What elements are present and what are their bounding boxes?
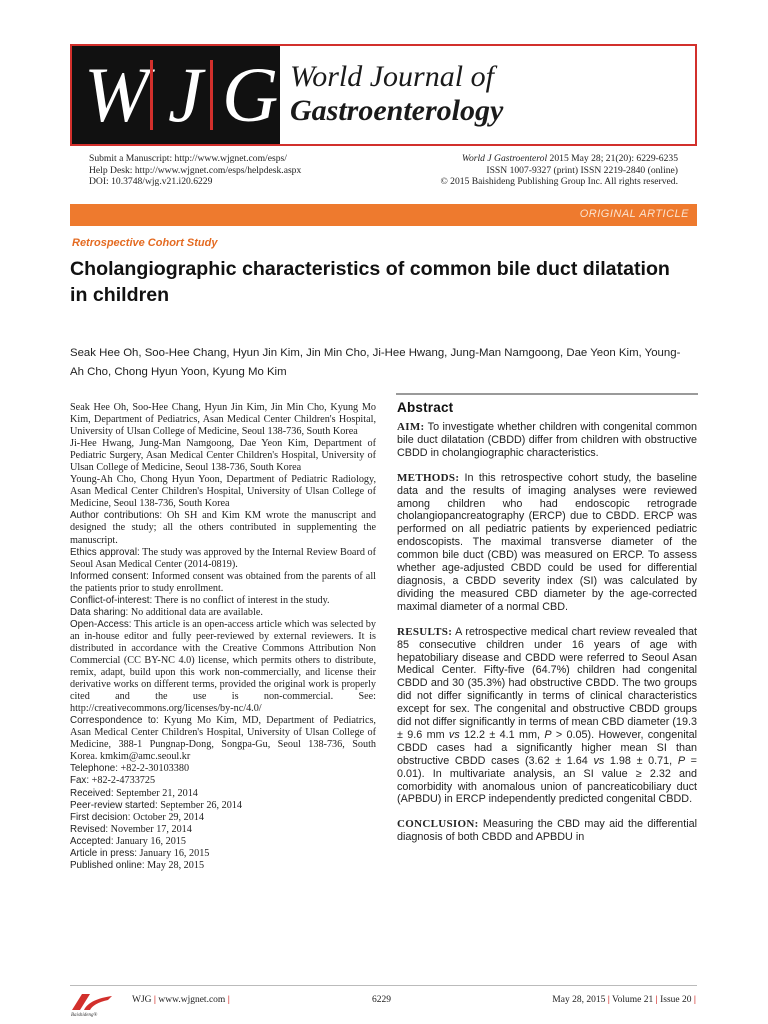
footer-separator: |: [607, 995, 610, 1005]
data-sharing: Data sharing: No additional data are available.: [70, 606, 263, 618]
data-sharing-label: Data sharing:: [70, 606, 129, 618]
ethics-approval: Ethics approval: The study was approved by the Internal Review Board of Seoul Asan Medical Center (2014-0819).: [70, 546, 377, 570]
informed-consent-label: Informed consent:: [70, 570, 149, 582]
issn: ISSN 1007-9327 (print) ISSN 2219-2840 (online): [486, 164, 678, 176]
affiliation-2: Ji-Hee Hwang, Jung-Man Namgoong, Dae Yeon Kim, Department of Pediatric Surgery, Asan Medical Center Children's Hospital, University of Ulsan College of Medicine, Seoul 138-736, South Korea: [70, 438, 376, 474]
submit-link[interactable]: Submit a Manuscript: http://www.wjgnet.com/esps/: [89, 153, 287, 164]
methods-label: METHODS:: [397, 471, 460, 484]
date-published: Published online: May 28, 2015: [70, 859, 205, 871]
journal-masthead: [70, 44, 697, 146]
correspondence-label: Correspondence to:: [70, 715, 159, 727]
fax-label: Fax:: [70, 775, 90, 787]
date-first-decision-label: First decision:: [70, 811, 131, 823]
telephone-label: Telephone:: [70, 763, 118, 775]
footer-issue: Issue 20: [660, 995, 692, 1005]
footer-separator: |: [227, 995, 230, 1005]
citation: [440, 153, 678, 165]
abstract-methods: METHODS: In this retrospective cohort study, the baseline data and the results of imaging analyses were reviewed among children who had endoscopic retrograde cholangiopancreatography (ERCP) due to CBDD. ERCP was performed on all pediatric patients by experienced pediatric endoscopists. The maximal transverse diameter of the common bile duct (CBD) was measured on ERCP. To assess whether age-adjusted CBDD could be used for differential diagnosis, a CBDD severity index (SI) was calculated by dividing the measured CBD diameter by the age-corrected maximal diameter of a normal CBD.: [397, 471, 697, 613]
date-first-decision: First decision: October 29, 2014: [70, 811, 204, 823]
date-received-label: Received:: [70, 787, 114, 799]
journal-name-line1: World Journal of: [290, 60, 494, 93]
citation-info: [440, 153, 678, 188]
telephone: Telephone: +82-2-30103380: [70, 763, 190, 775]
affiliation-3: Young-Ah Cho, Chong Hyun Yoon, Department of Pediatric Radiology, Asan Medical Center Children's Hospital, University of Ulsan College of Medicine, Seoul 138-736, South Korea: [70, 474, 376, 510]
citation-details: 2015 May 28; 21(20): 6229-6235: [547, 153, 678, 164]
date-published-label: Published online:: [70, 859, 145, 871]
copyright: © 2015 Baishideng Publishing Group Inc. All rights reserved.: [440, 176, 678, 188]
footer-left: [132, 995, 230, 1005]
footer-rule: [70, 985, 697, 986]
author-contributions-label: Author contributions:: [70, 510, 163, 522]
logo-letter-g: G: [222, 51, 279, 138]
date-received: Received: September 21, 2014: [70, 787, 198, 799]
citation-journal: World J Gastroenterol: [461, 153, 548, 164]
page-number: 6229: [372, 995, 391, 1005]
footer-right: [552, 995, 696, 1005]
footer-volume: Volume 21: [612, 995, 654, 1005]
article-title: Cholangiographic characteristics of common bile duct dilatation in children: [70, 258, 670, 306]
open-access-label: Open-Access:: [70, 618, 132, 630]
conflict-of-interest-label: Conflict-of-interest:: [70, 594, 153, 606]
date-peer-review: Peer-review started: September 26, 2014: [70, 799, 242, 811]
author-list: Seak Hee Oh, Soo-Hee Chang, Hyun Jin Kim, Jin Min Cho, Ji-Hee Hwang, Jung-Man Namgoong, Dae Yeon Kim, Young-Ah Cho, Chong Hyun Yoon, Kyung Mo Kim: [70, 347, 681, 378]
footer-separator: |: [693, 995, 696, 1005]
date-in-press: Article in press: January 16, 2015: [70, 847, 210, 859]
journal-name-line2: Gastroenterology: [290, 94, 504, 127]
conflict-of-interest: Conflict-of-interest: There is no conflict of interest in the study.: [70, 594, 330, 606]
abstract-results: RESULTS: A retrospective medical chart review revealed that 85 consecutive children under 16 years of age with hepatobiliary disease and CBDD were referred to Seoul Asan Medical Center. Fifty-five (64.7%) children had congenital CBDD and 30 (35.3%) had obstructive CBDD. The two groups did not differ significantly in terms of clinical characteristics except for sex. The congenital and obstructive CBDD groups did not differ significantly in terms of mean CBD diameter (19.3 ± 9.6 mm vs 12.2 ± 4.1 mm, P > 0.05). However, congenital CBDD cases had a significantly higher mean SI than obstructive CBDD cases (3.62 ± 1.64 vs 1.98 ± 0.71, P = 0.01). In multivariate analysis, an SI value ≥ 2.32 and comorbidity with anomalous union of pancreaticobiliary duct (APBDU) in ERCP independently predicted congenital CBDD.: [397, 625, 698, 806]
helpdesk-link[interactable]: Help Desk: http://www.wjgnet.com/esps/helpdesk.aspx: [89, 164, 302, 176]
abstract-heading: Abstract: [397, 400, 454, 415]
date-revised: Revised: November 17, 2014: [70, 823, 192, 835]
journal-logo: [72, 46, 280, 144]
article-type-label: ORIGINAL ARTICLE: [579, 208, 689, 220]
footer-date: May 28, 2015: [552, 995, 606, 1005]
abstract-conclusion: CONCLUSION: Measuring the CBD may aid the differential diagnosis of both CBDD and APBDU in: [397, 818, 697, 844]
article-type-banner: [70, 204, 697, 226]
footer-separator: |: [655, 995, 658, 1005]
date-accepted-label: Accepted:: [70, 835, 114, 847]
doi[interactable]: DOI: 10.3748/wjg.v21.i20.6229: [89, 176, 213, 188]
study-type: Retrospective Cohort Study: [72, 237, 218, 249]
abstract-aim: AIM: To investigate whether children with congenital common bile duct dilatation (CBDD) differ from children with obstructive CBDD in cholangiographic characteristics.: [397, 421, 697, 459]
date-peer-review-label: Peer-review started:: [70, 799, 158, 811]
fax: Fax: +82-2-4733725: [70, 775, 156, 787]
affiliation-1: Seak Hee Oh, Soo-Hee Chang, Hyun Jin Kim, Jin Min Cho, Kyung Mo Kim, Department of Pediatrics, Asan Medical Center Children's Hospital, University of Ulsan College of Medicine, Seoul 138-736, South Korea: [70, 402, 376, 438]
correspondence: Correspondence to: Kyung Mo Kim, MD, Department of Pediatrics, Asan Medical Center Children's Hospital, University of Ulsan College of Medicine, 388-1 Pungnap-Dong, Songpa-Gu, Seoul 138-736, South Korea. kmkim@amc.seoul.kr: [70, 715, 376, 763]
date-in-press-label: Article in press:: [70, 847, 137, 859]
publisher-name: Baishideng®: [71, 1013, 98, 1018]
logo-divider: [210, 60, 213, 130]
footer-website[interactable]: www.wjgnet.com: [158, 995, 226, 1005]
aim-label: AIM:: [397, 421, 425, 433]
abstract-divider: [396, 393, 698, 395]
article-info-column: [70, 402, 376, 872]
informed-consent: Informed consent: Informed consent was obtained from the parents of all the patients prior to study enrollment.: [70, 570, 376, 594]
ethics-approval-label: Ethics approval:: [70, 546, 140, 558]
abstract-body: [397, 421, 697, 856]
author-contributions: Author contributions: Oh SH and Kim KM wrote the manuscript and designed the study; all the others contributed in supplementing the manuscript.: [70, 510, 377, 546]
results-label: RESULTS:: [397, 625, 453, 638]
conclusion-label: CONCLUSION:: [397, 818, 479, 831]
date-accepted: Accepted: January 16, 2015: [70, 835, 187, 847]
journal-name: [290, 60, 503, 128]
logo-letter-j: J: [168, 51, 203, 138]
submission-info: [89, 153, 301, 188]
logo-divider: [150, 60, 153, 130]
open-access: Open-Access: This article is an open-access article which was selected by an in-house editor and fully peer-reviewed by external reviewers. It is distributed in accordance with the Creative Commons Attribution Non Commercial (CC BY-NC 4.0) license, which permits others to distribute, remix, adapt, build upon this work non-commercially, and license their derivative works on different terms, provided the original work is properly cited and the use is non-commercial. See: http://creativecommons.org/licenses/by-nc/4.0/: [70, 618, 376, 715]
logo-letter-w: W: [84, 51, 149, 138]
footer-journal: WJG: [132, 995, 152, 1005]
date-revised-label: Revised:: [70, 823, 109, 835]
footer-separator: |: [153, 995, 156, 1005]
